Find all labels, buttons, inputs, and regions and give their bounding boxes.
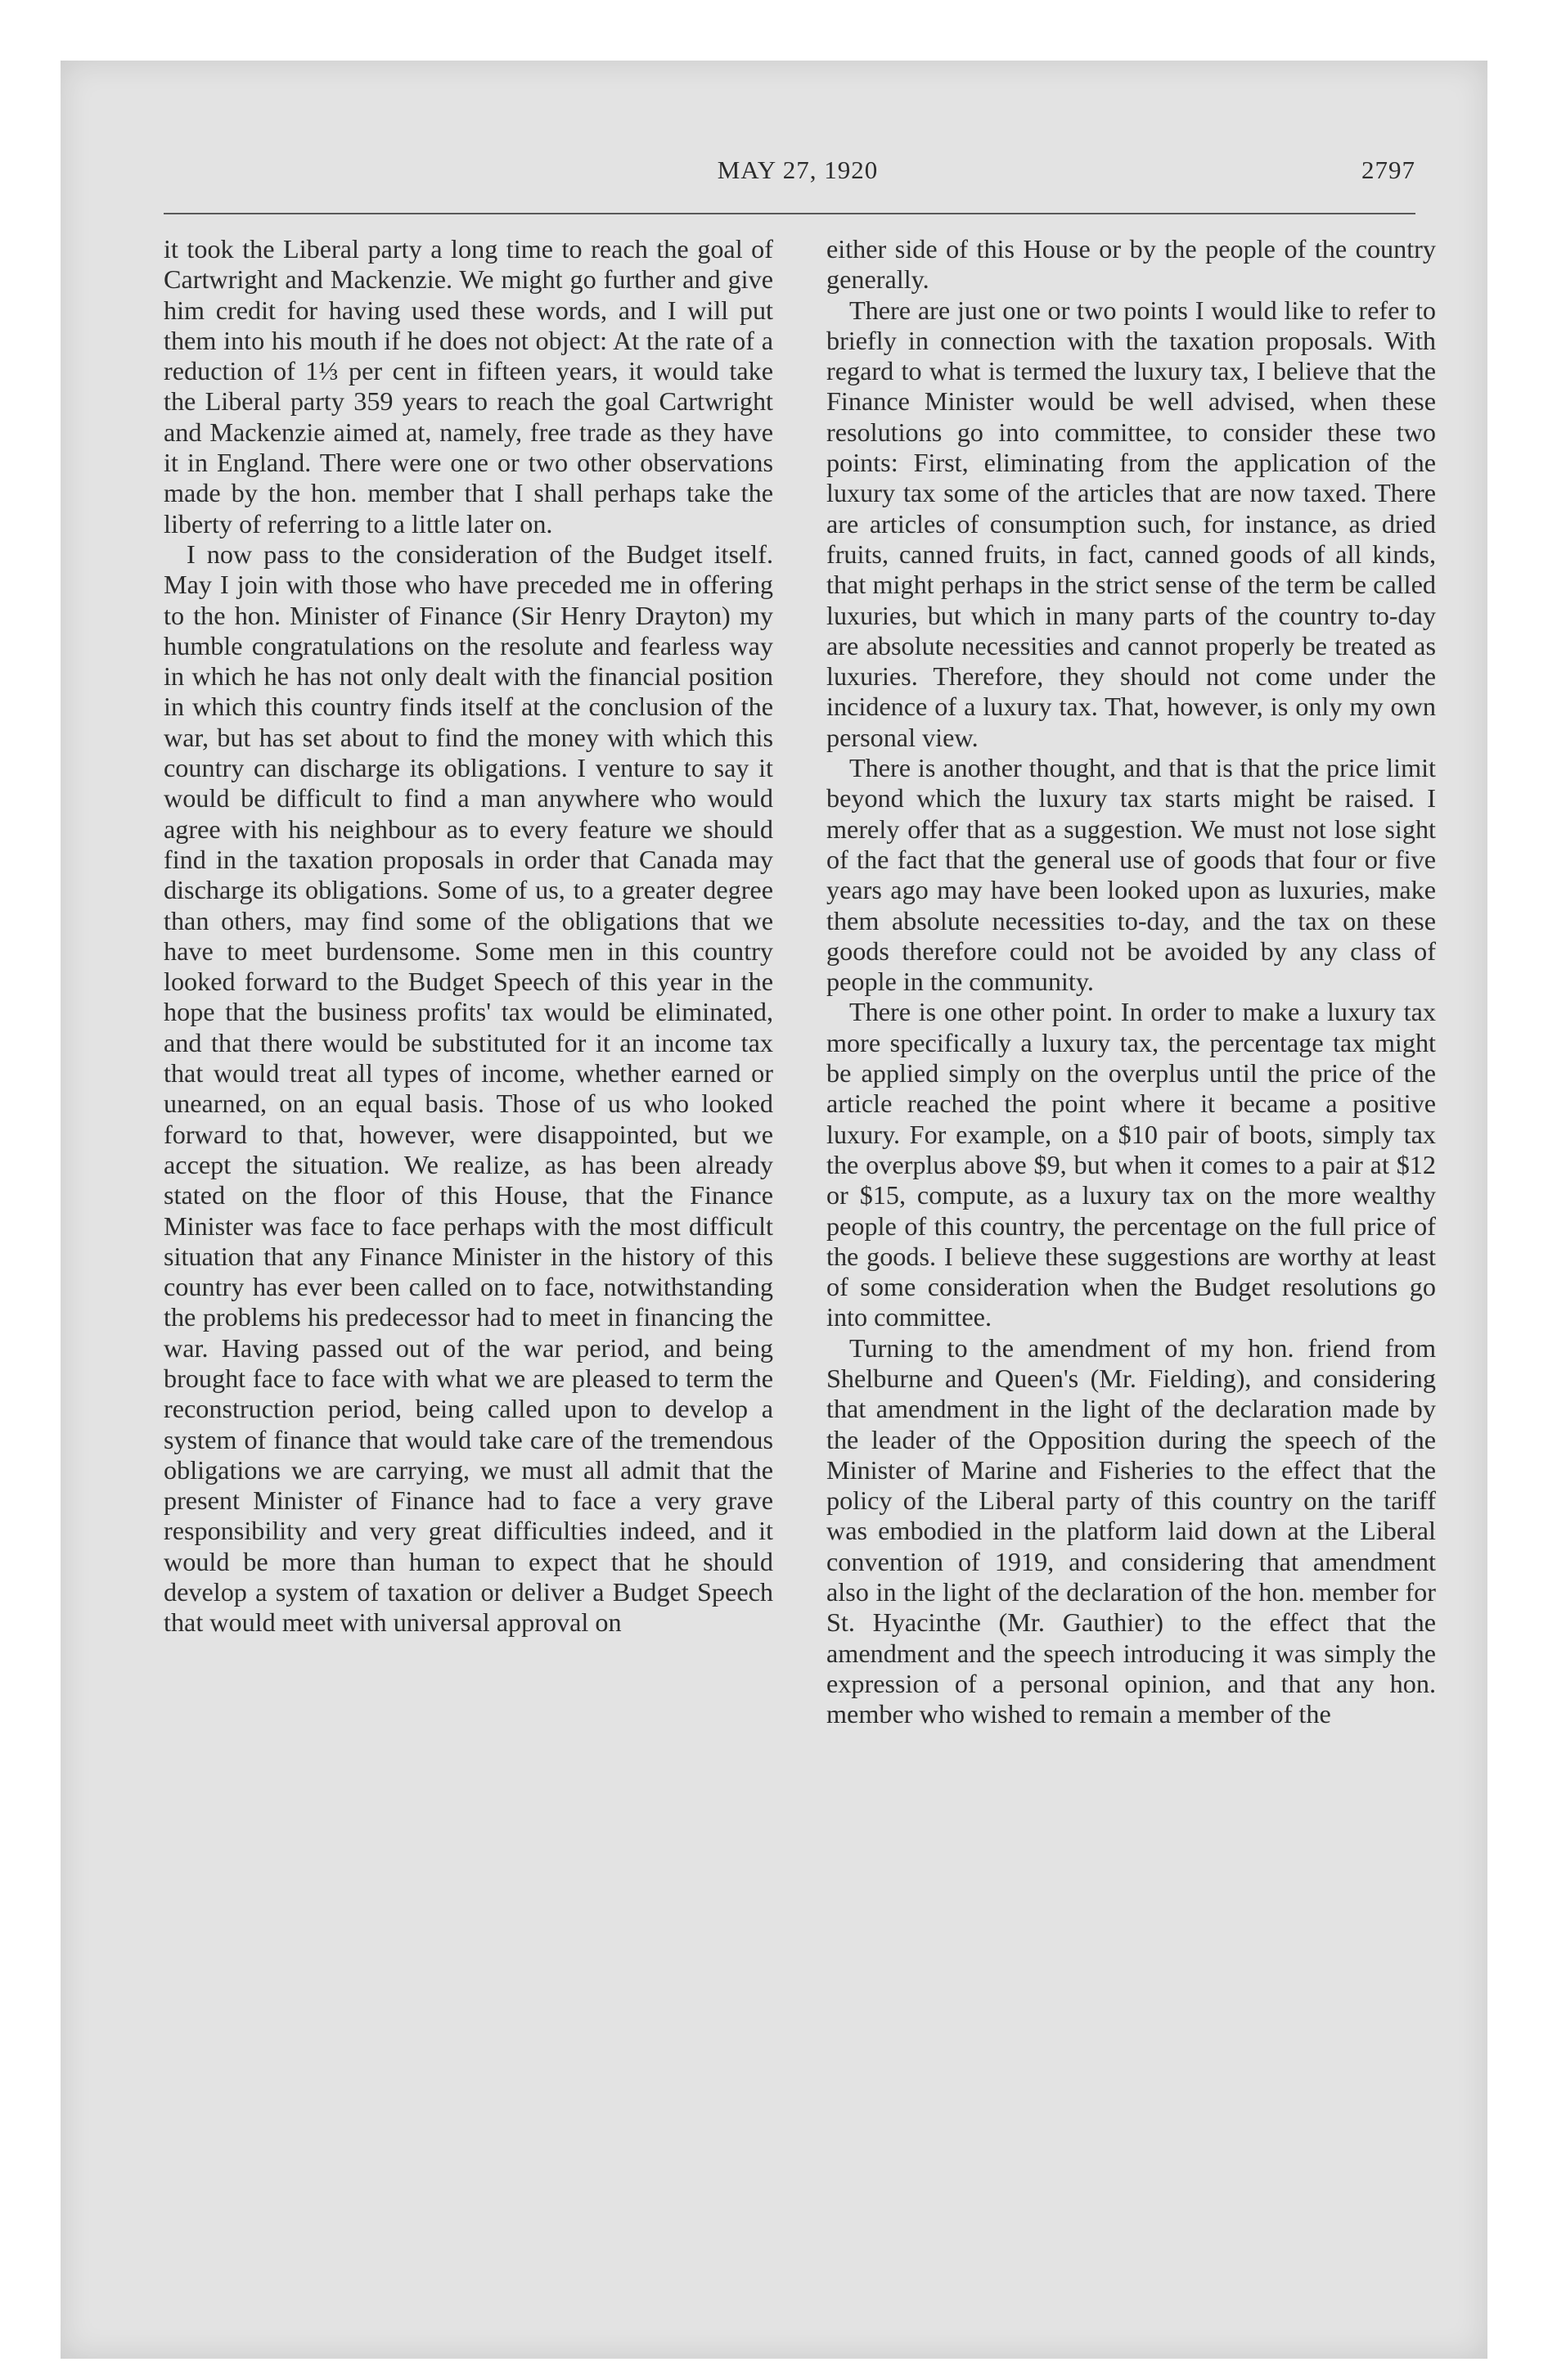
- left-column: [164, 234, 773, 1639]
- right-paragraph-5: Turning to the amendment of my hon. friend from Shelburne and Queen's (Mr. Fielding), and considering that amendment in the light of the declaration made by the leader of the Opposition during the speech of the Minister of Marine and Fisheries to the effect that the policy of the Liberal party of this country on the tariff was embodied in the platform laid down at the Liberal convention of 1919, and considering that amendment also in the light of the declaration of the hon. member for St. Hyacinthe (Mr. Gauthier) to the effect that the amendment and the speech introducing it was simply the expression of a personal opinion, and that any hon. member who wished to remain a member of the: [826, 1332, 1436, 1729]
- right-paragraph-1: either side of this House or by the people of the country generally.: [826, 234, 1436, 295]
- right-column: [826, 234, 1436, 1730]
- left-paragraph-1: it took the Liberal party a long time to reach the goal of Cartwright and Mackenzie. We might go further and give him credit for having used these words, and I will put them into his mouth if he does not object: At the rate of a reduction of 1⅓ per cent in fifteen years, it would take the Liberal party 359 years to reach the goal Cartwright and Mackenzie aimed at, namely, free trade as they have it in England. There were one or two other observations made by the hon. member that I shall perhaps take the liberty of referring to a little later on.: [164, 234, 773, 539]
- hansard-page: [164, 156, 1436, 2251]
- page-number: 2797: [1361, 156, 1415, 184]
- header-date: MAY 27, 1920: [717, 156, 879, 184]
- running-header: [164, 156, 1415, 188]
- right-paragraph-4: There is one other point. In order to make a luxury tax more specifically a luxury tax, the percentage tax might be applied simply on the overplus until the price of the article reached the point where it became a positive luxury. For example, on a $10 pair of boots, simply tax the overplus above $9, but when it comes to a pair at $12 or $15, compute, as a luxury tax on the more wealthy people of this country, the percentage on the full price of the goods. I believe these suggestions are worthy at least of some consideration when the Budget resolutions go into committee.: [826, 997, 1436, 1332]
- header-rule: [164, 213, 1415, 214]
- right-paragraph-3: There is another thought, and that is that the price limit beyond which the luxury tax starts might be raised. I merely offer that as a suggestion. We must not lose sight of the fact that the general use of goods that four or five years ago may have been looked upon as luxuries, make them absolute necessities to-day, and the tax on these goods therefore could not be avoided by any class of people in the community.: [826, 753, 1436, 997]
- right-paragraph-2: There are just one or two points I would like to refer to briefly in connection with the taxation proposals. With regard to what is termed the luxury tax, I believe that the Finance Minister would be well advised, when these resolutions go into committee, to consider these two points: First, eliminating from the application of the luxury tax some of the articles that are now taxed. There are articles of consumption such, for instance, as dried fruits, canned fruits, in fact, canned goods of all kinds, that might perhaps in the strict sense of the term be called luxuries, but which in many parts of the country to-day are absolute necessities and cannot properly be treated as luxuries. Therefore, they should not come under the incidence of a luxury tax. That, however, is only my own personal view.: [826, 295, 1436, 752]
- left-paragraph-2: I now pass to the consideration of the Budget itself. May I join with those who have preceded me in offering to the hon. Minister of Finance (Sir Henry Drayton) my humble congratulations on the resolute and fearless way in which he has not only dealt with the financial position in which this country finds itself at the conclusion of the war, but has set about to find the money with which this country can discharge its obligations. I venture to say it would be difficult to find a man anywhere who would agree with his neighbour as to every feature we should find in the taxation proposals in order that Canada may discharge its obligations. Some of us, to a greater degree than others, may find some of the obligations that we have to meet burdensome. Some men in this country looked forward to the Budget Speech of this year in the hope that the business profits' tax would be eliminated, and that there would be substituted for it an income tax that would treat all types of income, whether earned or unearned, on an equal basis. Those of us who looked forward to that, however, were disappointed, but we accept the situation. We realize, as has been already stated on the floor of this House, that the Finance Minister was face to face perhaps with the most difficult situation that any Finance Minister in the history of this country has ever been called on to face, notwithstanding the problems his predecessor had to meet in financing the war. Having passed out of the war period, and being brought face to face with what we are pleased to term the reconstruction period, being called upon to develop a system of finance that would take care of the tremendous obligations we are carrying, we must all admit that the present Minister of Finance had to face a very grave responsibility and very great difficulties indeed, and it would be more than human to expect that he should develop a system of taxation or deliver a Budget Speech that would meet with universal approval on: [164, 539, 773, 1638]
